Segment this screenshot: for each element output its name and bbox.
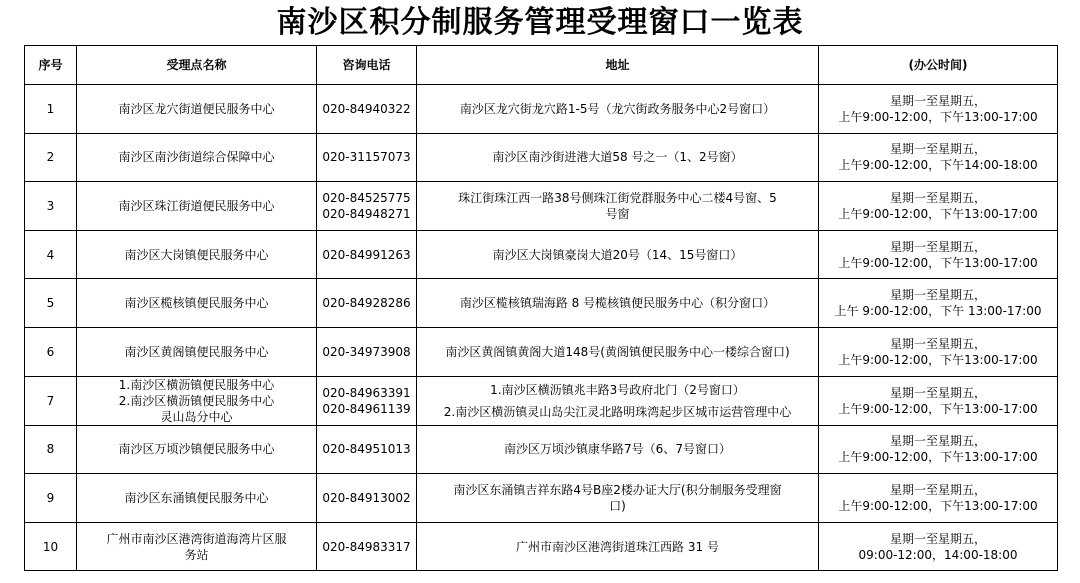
table-row <box>25 85 1058 134</box>
cell-hours-line: 星期一至星期五， <box>889 239 986 254</box>
cell-hours-line: 上午9:00-12:00，下午14:00-18:00 <box>838 158 1038 173</box>
cell-hours-line: 星期一至星期五， <box>889 531 986 546</box>
cell-address-line: 口) <box>609 498 626 513</box>
cell-hours <box>819 327 1058 376</box>
table-row <box>25 182 1058 231</box>
cell-phone-line: 020-84940322 <box>322 101 411 116</box>
cell-phone <box>317 522 417 571</box>
cell-hours <box>819 376 1058 425</box>
cell-phone-line: 020-84913002 <box>322 490 411 505</box>
cell-address <box>417 182 819 231</box>
cell-phone <box>317 474 417 523</box>
cell-phone-line: 020-84525775 <box>322 190 411 205</box>
cell-phone <box>317 133 417 182</box>
table-row <box>25 230 1058 279</box>
cell-phone-line: 020-84991263 <box>322 247 411 262</box>
table-row <box>25 327 1058 376</box>
cell-name <box>77 474 317 523</box>
cell-hours-line: 上午9:00-12:00，下午13:00-17:00 <box>838 401 1038 416</box>
cell-seq: 1 <box>25 85 77 134</box>
cell-hours-line: 上午9:00-12:00，下午13:00-17:00 <box>838 255 1038 270</box>
cell-hours-line: 星期一至星期五， <box>889 482 986 497</box>
cell-address <box>417 376 819 425</box>
cell-hours-line: 上午 9:00-12:00，下午 13:00-17:00 <box>834 304 1042 319</box>
cell-address-line: 南沙区万顷沙镇康华路7号（6、7号窗口） <box>504 442 731 457</box>
cell-seq: 5 <box>25 279 77 328</box>
cell-phone-line: 020-34973908 <box>322 344 411 359</box>
cell-seq: 10 <box>25 522 77 571</box>
cell-name <box>77 230 317 279</box>
cell-hours <box>819 85 1058 134</box>
cell-hours-line: 星期一至星期五， <box>889 142 986 157</box>
cell-seq: 6 <box>25 327 77 376</box>
cell-hours-line: 上午9:00-12:00，下午13:00-17:00 <box>838 498 1038 513</box>
header-seq: 序号 <box>25 46 77 85</box>
cell-address <box>417 425 819 474</box>
cell-hours <box>819 474 1058 523</box>
cell-name-line: 南沙区珠江街道便民服务中心 <box>118 198 275 213</box>
cell-seq: 8 <box>25 425 77 474</box>
table-row <box>25 376 1058 425</box>
cell-phone-line: 020-84928286 <box>322 296 411 311</box>
cell-hours <box>819 230 1058 279</box>
cell-hours-line: 上午9:00-12:00，下午13:00-17:00 <box>838 206 1038 221</box>
cell-phone <box>317 425 417 474</box>
header-address: 地址 <box>417 46 819 85</box>
cell-name <box>77 522 317 571</box>
cell-name <box>77 85 317 134</box>
table-row <box>25 425 1058 474</box>
cell-address <box>417 474 819 523</box>
cell-hours-line: 星期一至星期五， <box>889 336 986 351</box>
cell-name <box>77 425 317 474</box>
cell-name <box>77 327 317 376</box>
cell-seq: 7 <box>25 376 77 425</box>
cell-address <box>417 279 819 328</box>
cell-name <box>77 279 317 328</box>
cell-hours-line: 星期一至星期五， <box>889 434 986 449</box>
cell-phone-line: 020-84961139 <box>322 401 411 416</box>
cell-address-line: 2.南沙区横沥镇灵山岛尖江灵北路明珠湾起步区城市运营管理中心 <box>443 404 792 419</box>
cell-phone <box>317 85 417 134</box>
cell-address <box>417 327 819 376</box>
cell-name <box>77 182 317 231</box>
cell-hours-line: 上午9:00-12:00，下午13:00-17:00 <box>838 450 1038 465</box>
cell-name-line: 2.南沙区横沥镇便民服务中心 <box>118 393 275 408</box>
cell-hours-line: 星期一至星期五， <box>889 190 986 205</box>
cell-address-line: 南沙区东涌镇吉祥东路4号B座2楼办证大厅(积分制服务受理窗 <box>453 482 782 497</box>
cell-phone-line: 020-31157073 <box>322 150 411 165</box>
cell-seq: 3 <box>25 182 77 231</box>
cell-phone <box>317 182 417 231</box>
cell-address <box>417 133 819 182</box>
cell-phone-line: 020-84951013 <box>322 442 411 457</box>
cell-phone-line: 020-84983317 <box>322 539 411 554</box>
cell-hours-line: 星期一至星期五， <box>889 385 986 400</box>
cell-address-line: 号窗 <box>605 206 630 221</box>
cell-hours-line: 星期一至星期五， <box>889 288 986 303</box>
table-row <box>25 279 1058 328</box>
cell-name-line: 南沙区东涌镇便民服务中心 <box>124 490 269 505</box>
cell-phone <box>317 279 417 328</box>
cell-name-line: 1.南沙区横沥镇便民服务中心 <box>118 377 275 392</box>
cell-hours-line: 上午9:00-12:00，下午13:00-17:00 <box>838 352 1038 367</box>
table-header-row <box>25 46 1058 85</box>
header-name: 受理点名称 <box>77 46 317 85</box>
cell-phone-line: 020-84963391 <box>322 385 411 400</box>
cell-hours-line: 上午9:00-12:00，下午13:00-17:00 <box>838 109 1038 124</box>
cell-name-line: 务站 <box>184 547 209 562</box>
cell-name-line: 南沙区南沙街道综合保障中心 <box>118 150 275 165</box>
cell-name <box>77 133 317 182</box>
cell-name <box>77 376 317 425</box>
cell-name-line: 南沙区万顷沙镇便民服务中心 <box>118 442 275 457</box>
cell-seq: 9 <box>25 474 77 523</box>
cell-hours <box>819 279 1058 328</box>
cell-address-line: 广州市南沙区港湾街道珠江西路 31 号 <box>516 539 719 554</box>
table-row <box>25 522 1058 571</box>
cell-seq: 4 <box>25 230 77 279</box>
cell-name-line: 南沙区大岗镇便民服务中心 <box>124 247 269 262</box>
service-window-table <box>24 45 1058 571</box>
cell-address-line: 南沙区黄阁镇黄阁大道148号(黄阁镇便民服务中心一楼综合窗口) <box>445 344 790 359</box>
table-row <box>25 133 1058 182</box>
cell-phone <box>317 327 417 376</box>
cell-name-line: 广州市南沙区港湾街道海湾片区服 <box>106 531 287 546</box>
cell-phone-line: 020-84948271 <box>322 206 411 221</box>
cell-address-line: 珠江街珠江西一路38号侧珠江街党群服务中心二楼4号窗、5 <box>458 190 777 205</box>
cell-hours-line: 09:00-12:00，14:00-18:00 <box>858 547 1018 562</box>
cell-address <box>417 522 819 571</box>
cell-address <box>417 230 819 279</box>
cell-name-line: 南沙区龙穴街道便民服务中心 <box>118 101 275 116</box>
cell-hours-line: 星期一至星期五， <box>889 93 986 108</box>
cell-phone <box>317 376 417 425</box>
header-hours: (办公时间) <box>819 46 1058 85</box>
cell-name-line: 灵山岛分中心 <box>160 409 233 424</box>
cell-seq: 2 <box>25 133 77 182</box>
cell-name-line: 南沙区榄核镇便民服务中心 <box>124 296 269 311</box>
table-row <box>25 474 1058 523</box>
cell-hours <box>819 133 1058 182</box>
cell-hours <box>819 182 1058 231</box>
cell-name-line: 南沙区黄阁镇便民服务中心 <box>124 344 269 359</box>
cell-hours <box>819 425 1058 474</box>
cell-address-line: 南沙区龙穴街龙穴路1-5号（龙穴街政务服务中心2号窗口） <box>459 101 776 116</box>
header-phone: 咨询电话 <box>317 46 417 85</box>
cell-address-line: 南沙区榄核镇瑞海路 8 号榄核镇便民服务中心（积分窗口） <box>459 296 776 311</box>
cell-phone <box>317 230 417 279</box>
cell-address-line: 南沙区南沙街进港大道58 号之一（1、2号窗） <box>492 150 743 165</box>
page-title: 南沙区积分制服务管理受理窗口一览表 <box>276 5 804 40</box>
cell-address <box>417 85 819 134</box>
cell-address-line: 南沙区大岗镇豪岗大道20号（14、15号窗口） <box>492 247 743 262</box>
cell-hours <box>819 522 1058 571</box>
cell-address-line: 1.南沙区横沥镇兆丰路3号政府北门（2号窗口） <box>490 382 745 397</box>
